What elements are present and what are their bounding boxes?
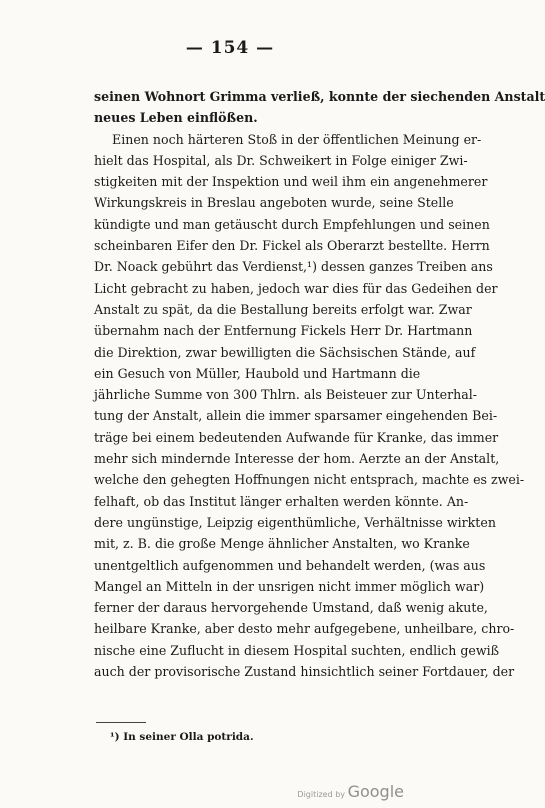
- text-line: unentgeltlich aufgenommen und behandelt werden, (was aus: [94, 557, 486, 573]
- text-line: ein Gesuch von Müller, Haubold und Hartmann die: [94, 365, 421, 381]
- text-line: Dr. Noack gebührt das Verdienst,¹) dessen ganzes Treiben ans: [94, 259, 493, 275]
- text-line: seinen Wohnort Grimma verließ, konnte der siechenden Anstalt: [94, 89, 545, 104]
- text-line: übernahm nach der Entfernung Fickels Herr Dr. Hartmann: [94, 323, 473, 339]
- text-line: neues Leben einflößen.: [94, 110, 258, 126]
- google-logo: Google: [347, 782, 404, 801]
- text-line: ferner der daraus hervorgehende Umstand, daß wenig akute,: [94, 600, 488, 616]
- page-number-header: — 154 —: [185, 38, 275, 58]
- text-line: mit, z. B. die große Menge ähnlicher Anstalten, wo Kranke: [94, 536, 470, 552]
- text-line: Wirkungskreis in Breslau angeboten wurde, seine Stelle: [94, 195, 454, 211]
- text-line: Anstalt zu spät, da die Bestallung bereits erfolgt war. Zwar: [94, 301, 472, 317]
- text-line: scheinbaren Eifer den Dr. Fickel als Oberarzt bestellte. Herrn: [94, 238, 490, 254]
- text-line: welche den gehegten Hoffnungen nicht entsprach, machte es zwei-: [94, 472, 525, 488]
- body-text: [94, 86, 545, 682]
- text-line: hielt das Hospital, als Dr. Schweikert in Folge einiger Zwi-: [94, 152, 468, 168]
- text-line: tung der Anstalt, allein die immer sparsamer eingehenden Bei-: [94, 408, 498, 424]
- text-line: jährliche Summe von 300 Thlrn. als Beisteuer zur Unterhal-: [94, 387, 478, 403]
- text-line: auch der provisorische Zustand hinsichtlich seiner Fortdauer, der: [94, 664, 515, 680]
- text-line: träge bei einem bedeutenden Aufwande für Kranke, das immer: [94, 429, 499, 445]
- text-line: felhaft, ob das Institut länger erhalten werden könnte. An-: [94, 493, 469, 509]
- text-line: kündigte und man getäuscht durch Empfehlungen und seinen: [94, 216, 490, 232]
- text-line: stigkeiten mit der Inspektion und weil ihm ein angenehmerer: [94, 174, 488, 190]
- text-line: mehr sich mindernde Interesse der hom. Aerzte an der Anstalt,: [94, 451, 500, 467]
- text-line: die Direktion, zwar bewilligten die Sächsischen Stände, auf: [94, 344, 476, 360]
- text-line: Licht gebracht zu haben, jedoch war dies für das Gedeihen der: [94, 280, 498, 296]
- footnote-rule: [96, 722, 146, 723]
- footnote: ¹) In seiner Olla potrida.: [110, 731, 254, 743]
- watermark-prefix: Digitized by: [297, 790, 346, 799]
- text-line: nische eine Zuflucht in diesem Hospital suchten, endlich gewiß: [94, 642, 500, 658]
- digitized-watermark: [297, 782, 404, 801]
- text-line: Einen noch härteren Stoß in der öffentlichen Meinung er-: [112, 131, 482, 147]
- text-line: dere ungünstige, Leipzig eigenthümliche, Verhältnisse wirkten: [94, 514, 496, 530]
- text-line: heilbare Kranke, aber desto mehr aufgegebene, unheilbare, chro-: [94, 621, 515, 637]
- text-line: Mangel an Mitteln in der unsrigen nicht immer möglich war): [94, 578, 485, 594]
